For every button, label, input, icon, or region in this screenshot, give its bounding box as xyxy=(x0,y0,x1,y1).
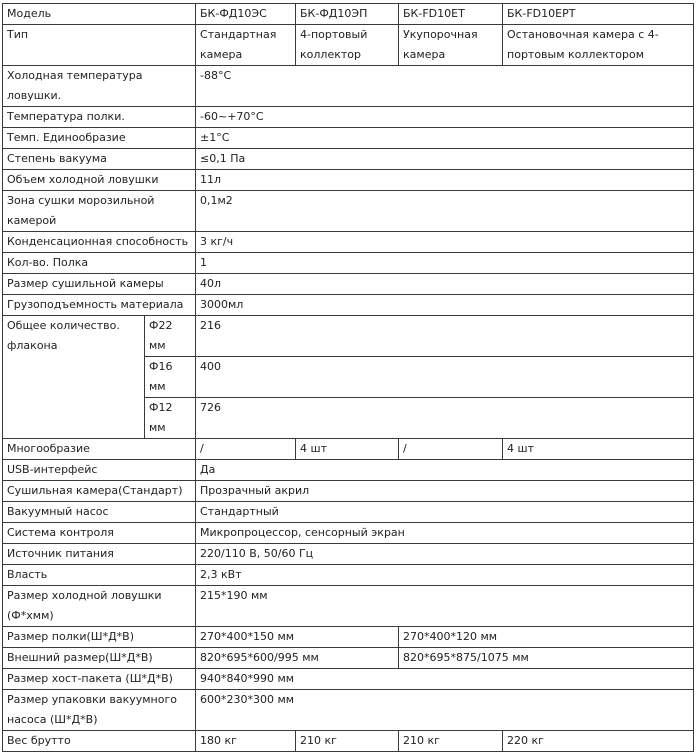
row-capacity xyxy=(3,295,694,316)
row-dry-area xyxy=(3,191,694,232)
shelf-count-value: 1 xyxy=(196,253,694,274)
outer-size-b: 820*695*875/1075 мм xyxy=(399,648,694,669)
chamber-std-label: Сушильная камера(Стандарт) xyxy=(3,481,196,502)
gross-v2: 210 кг xyxy=(296,731,399,752)
trap-temp-label: Холодная температура ловушки. xyxy=(3,66,196,107)
type-v2: 4-портовый коллектор xyxy=(296,25,399,66)
host-pack-label: Размер хост-пакета (Ш*Д*В) xyxy=(3,669,196,690)
shelf-size-label: Размер полки(Ш*Д*В) xyxy=(3,627,196,648)
pump-value: Стандартный xyxy=(196,502,694,523)
row-outer-size xyxy=(3,648,694,669)
host-pack-value: 940*840*990 мм xyxy=(196,669,694,690)
vial-size-22: Ф22 мм xyxy=(145,316,196,357)
trap-size-value: 215*190 мм xyxy=(196,586,694,627)
type-v3: Укупорочная камера xyxy=(399,25,503,66)
gross-v4: 220 кг xyxy=(503,731,694,752)
dry-area-label: Зона сушки морозильной камерой xyxy=(3,191,196,232)
condense-label: Конденсационная способность xyxy=(3,232,196,253)
row-power xyxy=(3,565,694,586)
uniformity-value: ±1°C xyxy=(196,128,694,149)
row-usb xyxy=(3,460,694,481)
manifold-v4: 4 шт xyxy=(503,439,694,460)
pump-pack-label: Размер упаковки вакуумного насоса (Ш*Д*В) xyxy=(3,690,196,731)
capacity-label: Грузоподъемность материала xyxy=(3,295,196,316)
power-value: 2,3 кВт xyxy=(196,565,694,586)
row-shelf-size xyxy=(3,627,694,648)
model-v4: БК-FD10EPT xyxy=(503,4,694,25)
model-v1: БК-ФД10ЭС xyxy=(196,4,296,25)
type-v1: Стандартная камера xyxy=(196,25,296,66)
row-shelf-temp xyxy=(3,107,694,128)
vials-label: Общее количество. флакона xyxy=(3,316,145,439)
model-label: Модель xyxy=(3,4,196,25)
capacity-value: 3000мл xyxy=(196,295,694,316)
model-v3: БК-FD10ET xyxy=(399,4,503,25)
manifold-v3: / xyxy=(399,439,503,460)
row-pump-pack xyxy=(3,690,694,731)
pump-label: Вакуумный насос xyxy=(3,502,196,523)
row-control xyxy=(3,523,694,544)
shelf-count-label: Кол-во. Полка xyxy=(3,253,196,274)
usb-value: Да xyxy=(196,460,694,481)
row-chamber-size xyxy=(3,274,694,295)
control-value: Микропроцессор, сенсорный экран xyxy=(196,523,694,544)
gross-label: Вес брутто xyxy=(3,731,196,752)
row-trap-temp xyxy=(3,66,694,107)
shelf-size-b: 270*400*120 мм xyxy=(399,627,694,648)
row-power-src xyxy=(3,544,694,565)
manifold-v1: / xyxy=(196,439,296,460)
dry-area-value: 0,1м2 xyxy=(196,191,694,232)
row-vials-22 xyxy=(3,316,694,357)
row-trap-size xyxy=(3,586,694,627)
condense-value: 3 кг/ч xyxy=(196,232,694,253)
vacuum-label: Степень вакуума xyxy=(3,149,196,170)
trap-size-label: Размер холодной ловушки (Ф*хмм) xyxy=(3,586,196,627)
shelf-temp-label: Температура полки. xyxy=(3,107,196,128)
row-chamber-std xyxy=(3,481,694,502)
row-manifold xyxy=(3,439,694,460)
row-type xyxy=(3,25,694,66)
shelf-size-a: 270*400*150 мм xyxy=(196,627,399,648)
vial-size-16: Ф16 мм xyxy=(145,357,196,398)
row-host-pack xyxy=(3,669,694,690)
vacuum-value: ≤0,1 Па xyxy=(196,149,694,170)
row-uniformity xyxy=(3,128,694,149)
pump-pack-value: 600*230*300 мм xyxy=(196,690,694,731)
power-src-value: 220/110 В, 50/60 Гц xyxy=(196,544,694,565)
type-v4: Остановочная камера с 4-портовым коллектором xyxy=(503,25,694,66)
model-v2: БК-ФД10ЭП xyxy=(296,4,399,25)
chamber-size-label: Размер сушильной камеры xyxy=(3,274,196,295)
trap-volume-value: 11л xyxy=(196,170,694,191)
uniformity-label: Темп. Единообразие xyxy=(3,128,196,149)
type-label: Тип xyxy=(3,25,196,66)
row-trap-volume xyxy=(3,170,694,191)
vial-value-16: 400 xyxy=(196,357,694,398)
row-model xyxy=(3,4,694,25)
vial-value-12: 726 xyxy=(196,398,694,439)
power-src-label: Источник питания xyxy=(3,544,196,565)
power-label: Власть xyxy=(3,565,196,586)
chamber-std-value: Прозрачный акрил xyxy=(196,481,694,502)
row-vacuum xyxy=(3,149,694,170)
row-shelf-count xyxy=(3,253,694,274)
shelf-temp-value: -60~+70°C xyxy=(196,107,694,128)
spec-table xyxy=(2,3,694,752)
trap-temp-value: -88°C xyxy=(196,66,694,107)
manifold-v2: 4 шт xyxy=(296,439,399,460)
trap-volume-label: Объем холодной ловушки xyxy=(3,170,196,191)
outer-size-label: Внешний размер(Ш*Д*В) xyxy=(3,648,196,669)
vial-size-12: Ф12 мм xyxy=(145,398,196,439)
outer-size-a: 820*695*600/995 мм xyxy=(196,648,399,669)
gross-v3: 210 кг xyxy=(399,731,503,752)
row-condense xyxy=(3,232,694,253)
gross-v1: 180 кг xyxy=(196,731,296,752)
manifold-label: Многообразие xyxy=(3,439,196,460)
usb-label: USB-интерфейс xyxy=(3,460,196,481)
control-label: Система контроля xyxy=(3,523,196,544)
vial-value-22: 216 xyxy=(196,316,694,357)
chamber-size-value: 40л xyxy=(196,274,694,295)
row-pump xyxy=(3,502,694,523)
